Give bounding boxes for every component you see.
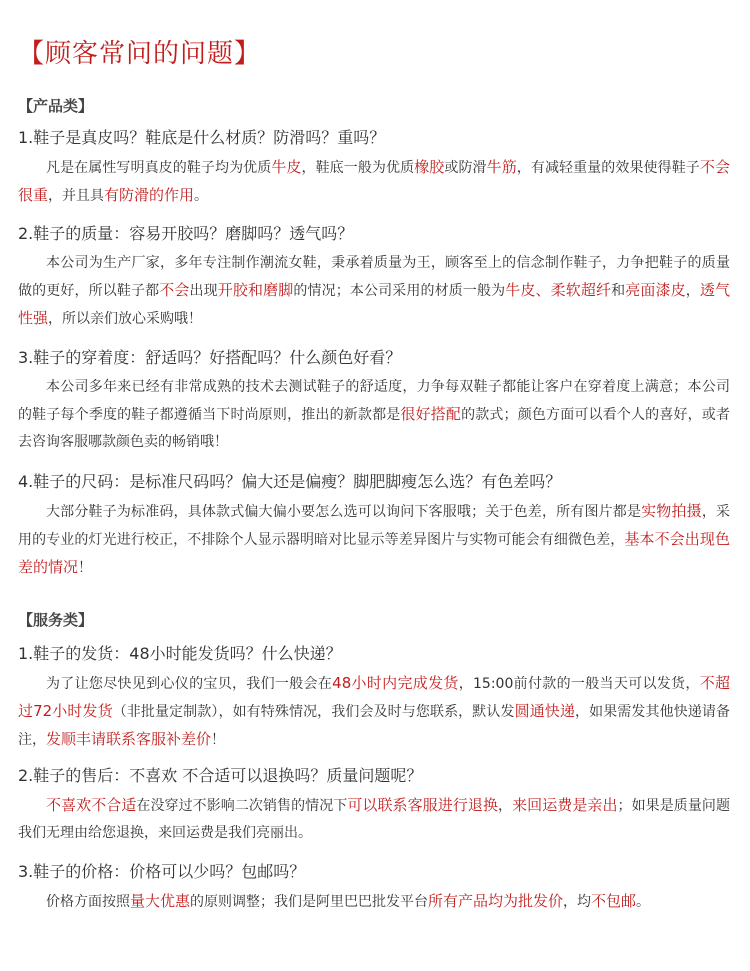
answer-text: ，有减轻重量的效果使得鞋子 (516, 160, 700, 176)
answer-text: 凡是在属性写明真皮的鞋子均为优质 (46, 160, 272, 176)
section-heading-service: 【服务类】 (18, 611, 94, 629)
answer-text: ， (498, 798, 513, 814)
answer-text: ，鞋底一般为优质 (301, 160, 415, 176)
faq-question: 2.鞋子的质量：容易开胶吗？磨脚吗？透气吗？ (18, 224, 354, 243)
faq-item-service-3 (18, 860, 730, 916)
highlight-text: 不喜欢不合适 (46, 796, 137, 814)
faq-answer (18, 374, 730, 456)
section-heading-products: 【产品类】 (18, 97, 94, 115)
highlight-text: 透气性强 (18, 281, 730, 327)
answer-text: ，15:00前付款的一般当天可以发货， (458, 676, 700, 692)
faq-item-service-1 (18, 642, 730, 754)
faq-question: 2.鞋子的售后：不喜欢 不合适可以退换吗？质量问题呢？ (18, 766, 423, 785)
highlight-text: 实物拍摄 (641, 502, 702, 520)
faq-answer (18, 498, 730, 582)
faq-item-service-2 (18, 764, 730, 847)
answer-text: 。 (636, 894, 651, 910)
answer-text: ，均 (563, 894, 592, 910)
faq-question: 4.鞋子的尺码：是标准尺码吗？偏大还是偏瘦？脚肥脚瘦怎么选？有色差吗？ (18, 472, 562, 491)
answer-text: ，并且具 (48, 188, 105, 204)
answer-text: 为了让您尽快见到心仪的宝贝，我们一般会在 (46, 676, 333, 692)
answer-text: （非批量定制款），如有特殊情况，我们会及时与您联系，默认发 (112, 704, 515, 720)
highlight-text: 发顺丰请联系客服补差价 (46, 730, 212, 748)
answer-text: 的情况；本公司采用的材质一般为 (293, 283, 506, 299)
answer-text: ！ (78, 560, 93, 576)
faq-question: 3.鞋子的穿着度：舒适吗？好搭配吗？什么颜色好看？ (18, 348, 402, 367)
highlight-text: 可以联系客服进行退换 (347, 796, 499, 814)
highlight-text: 来回运费是亲出 (512, 796, 618, 814)
answer-text: ，所以亲们放心采购哦！ (48, 311, 203, 327)
answer-text: 。 (194, 188, 209, 204)
highlight-text: 牛皮 (271, 158, 302, 176)
answer-text: ，采用的专业的灯光进行校正，不排除个人显示器明暗对比显示等差异图片与实物可能会有细微色差， (18, 504, 730, 548)
faq-question: 3.鞋子的价格：价格可以少吗？包邮吗？ (18, 862, 306, 881)
highlight-text: 48小时内完成发货 (332, 674, 459, 692)
faq-item-product-4 (18, 470, 730, 582)
answer-text: 本公司为生产厂家，多年专注制作潮流女鞋，秉承着质量为王，顾客至上的信念制作鞋子，力争把鞋子的质量做的更好，所以鞋子都 (18, 255, 730, 299)
answer-text: 和 (611, 283, 626, 299)
faq-answer (18, 888, 730, 916)
answer-text: 出现 (189, 283, 218, 299)
highlight-text: 圆通快递 (514, 702, 575, 720)
faq-answer (18, 154, 730, 210)
highlight-text: 很好搭配 (400, 405, 462, 423)
answer-text: 价格方面按照 (46, 894, 130, 910)
faq-item-product-1 (18, 126, 730, 210)
page-title: 【顾客常问的问题】 (18, 39, 262, 69)
highlight-text: 牛筋 (486, 158, 517, 176)
answer-text: 的款式；颜色方面可以看个人的喜好，或者去咨询客服哪款颜色卖的畅销哦！ (18, 407, 730, 450)
highlight-text: 不包邮 (591, 892, 637, 910)
highlight-text: 不超过72小时发货 (18, 674, 730, 720)
answer-text: 在没穿过不影响二次销售的情况下 (136, 798, 348, 814)
faq-question: 1.鞋子的发货：48小时能发货吗？什么快递？ (18, 644, 342, 663)
answer-text: 的原则调整；我们是阿里巴巴批发平台 (190, 894, 429, 910)
faq-question: 1.鞋子是真皮吗？鞋底是什么材质？防滑吗？重吗？ (18, 128, 386, 147)
answer-text: ！ (211, 732, 226, 748)
highlight-text: 有防滑的作用 (104, 186, 195, 204)
answer-text: ， (685, 283, 700, 299)
answer-text: 或防滑 (444, 160, 487, 176)
highlight-text: 不会 (159, 281, 190, 299)
answer-text: ，如果需发其他快递请备注， (18, 704, 730, 748)
highlight-text: 橡胶 (414, 158, 445, 176)
faq-answer (18, 670, 730, 754)
faq-answer (18, 792, 730, 847)
highlight-text: 基本不会出现色差的情况 (18, 530, 730, 576)
faq-answer (18, 250, 730, 333)
answer-text: 本公司多年来已经有非常成熟的技术去测试鞋子的舒适度，力争每双鞋子都能让客户在穿着度上满意；本公司的鞋子每个季度的鞋子都遵循当下时尚原则，推出的新款都是 (18, 379, 730, 423)
highlight-text: 量大优惠 (130, 892, 191, 910)
faq-item-product-3 (18, 346, 730, 456)
highlight-text: 所有产品均为批发价 (428, 892, 564, 910)
highlight-text: 开胶和磨脚 (217, 281, 294, 299)
answer-text: 大部分鞋子为标准码，具体款式偏大偏小要怎么选可以询问下客服哦；关于色差，所有图片都是 (46, 504, 642, 520)
faq-item-product-2 (18, 222, 730, 333)
highlight-text: 牛皮、柔软超纤 (505, 281, 612, 299)
highlight-text: 不会很重 (18, 158, 730, 204)
highlight-text: 亮面漆皮 (625, 281, 686, 299)
answer-text: ；如果是质量问题我们无理由给您退换，来回运费是我们亮丽出。 (18, 798, 730, 841)
